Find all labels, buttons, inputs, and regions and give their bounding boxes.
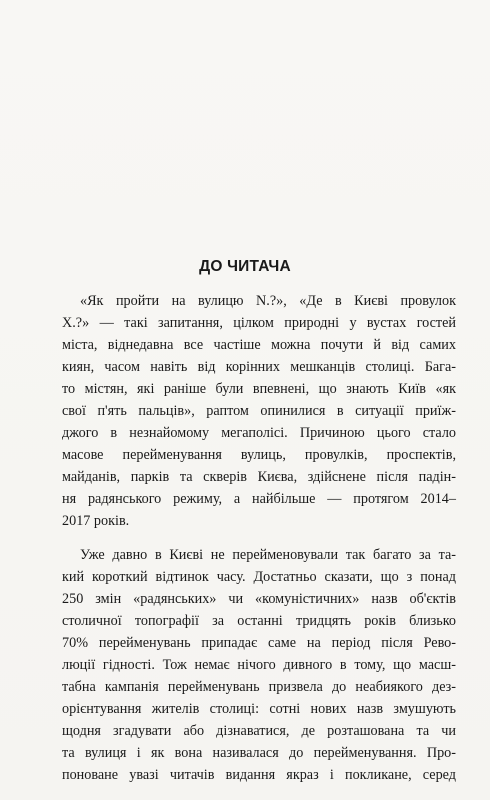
text-line: люції гідності. Тож немає нічого дивного в тому, що масш- <box>62 657 456 673</box>
text-line: то містян, які раніше були впевнені, що знають Київ «як <box>62 381 456 397</box>
text-line: Уже давно в Києві не перейменовували так багато за та- <box>80 547 456 563</box>
text-line: свої п'ять пальців», раптом опинилися в ситуації приїж- <box>62 403 456 419</box>
page-title: ДО ЧИТАЧА <box>199 258 291 275</box>
text-line: масове перейменування вулиць, провулків, проспектів, <box>62 447 456 463</box>
text-line: та вулиця і як вона називалася до перейменування. Про- <box>62 745 456 761</box>
text-line: кий короткий відтинок часу. Достатньо сказати, що з понад <box>62 569 456 585</box>
paragraph-1 <box>62 290 456 532</box>
text-line: 250 змін «радянських» чи «комуністичних» назв об'єктів <box>62 591 456 607</box>
text-line: 70% перейменувань припадає саме на період після Рево- <box>62 635 456 651</box>
paragraph-2 <box>62 544 456 786</box>
text-line: орієнтування жителів столиці: сотні нових назв змушують <box>62 701 456 717</box>
text-line: 2017 років. <box>62 513 130 529</box>
text-line: табна кампанія перейменувань призвела до неабиякого дез- <box>62 679 456 695</box>
body-text <box>62 290 456 786</box>
text-line: X.?» — такі запитання, цілком природні у вустах гостей <box>62 315 456 331</box>
text-line: майданів, парків та скверів Києва, здійснене після падін- <box>62 469 456 485</box>
show-through-text <box>258 40 428 290</box>
text-line: джого в незнайомому мегаполісі. Причиною цього стало <box>62 425 456 441</box>
text-line: щодня згадувати або дізнаватися, де розташована та чи <box>62 723 456 739</box>
text-line: міста, віднедавна все частіше можна почути й від самих <box>62 337 456 353</box>
text-line: «Як пройти на вулицю N.?», «Де в Києві провулок <box>80 293 456 309</box>
text-line: поноване увазі читачів видання якраз і покликане, серед <box>62 767 456 783</box>
text-line: ня радянського режиму, а найбільше — протягом 2014– <box>62 491 456 507</box>
text-line: столичної топографії за останні тридцять років близько <box>62 613 456 629</box>
text-line: киян, часом навіть від корінних мешканців столиці. Бага- <box>62 359 456 375</box>
